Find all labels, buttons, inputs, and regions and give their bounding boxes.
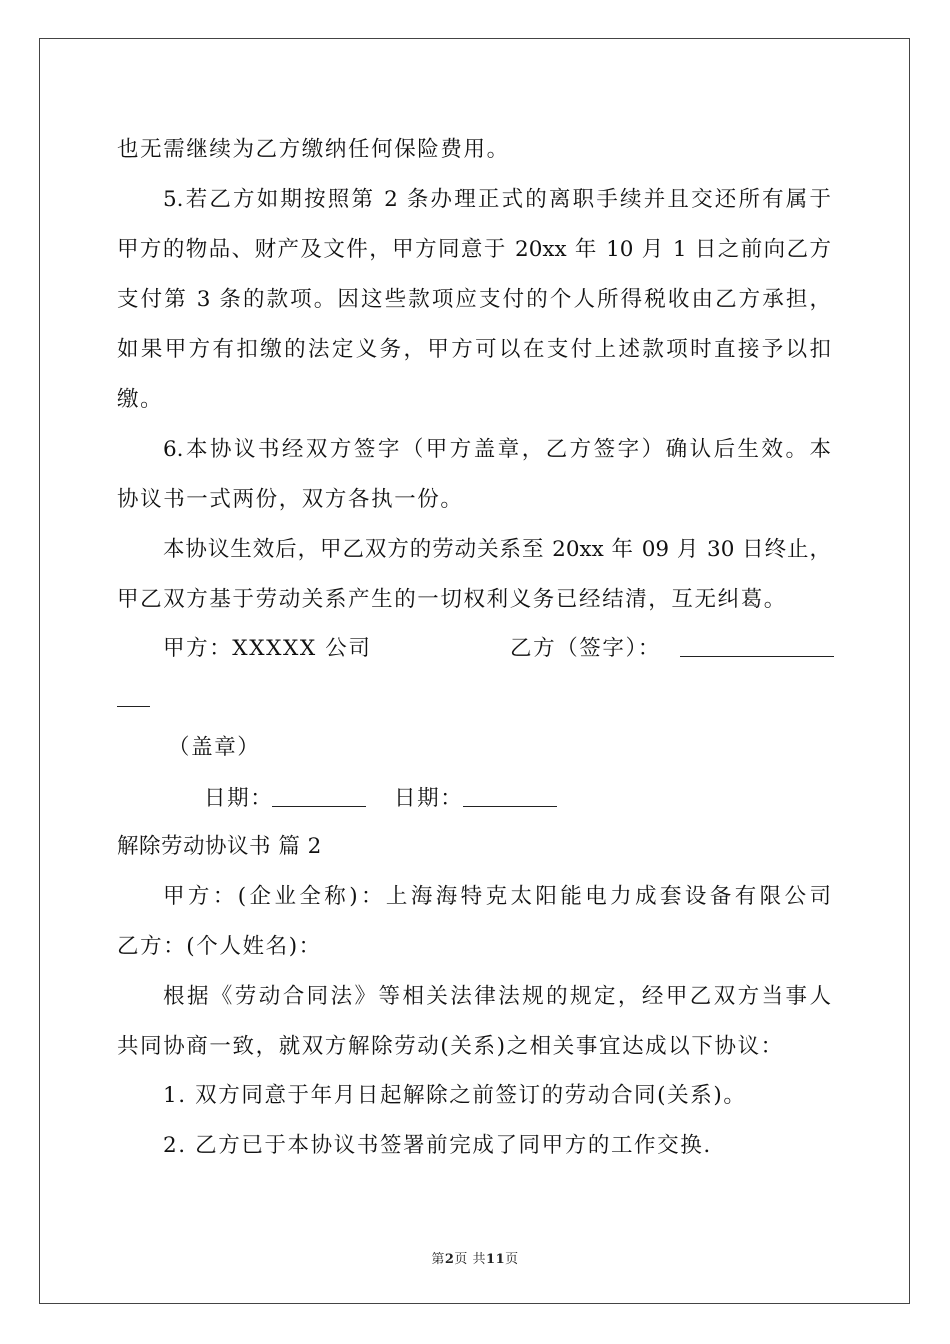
- paragraph-line: 共同协商一致，就双方解除劳动(关系)之相关事宜达成以下协议：: [117, 1034, 784, 1059]
- current-page-number: 2: [444, 1252, 455, 1267]
- paragraph-line: 根据《劳动合同法》等相关法律法规的规定，经甲乙双方当事人: [163, 984, 831, 1009]
- section-heading: 解除劳动协议书 篇 2: [117, 834, 322, 859]
- paragraph-line: 缴。: [117, 387, 164, 412]
- clause-6-line: 6.本协议书经双方签字（甲方盖章，乙方签字）确认后生效。本: [163, 437, 831, 462]
- paragraph-line: 甲乙双方基于劳动关系产生的一切权利义务已经结清，互无纠葛。: [117, 587, 787, 612]
- paragraph-line: 协议书一式两份，双方各执一份。: [117, 487, 464, 512]
- party-b-signature-label: 乙方（签字）：: [510, 636, 661, 661]
- party-a-line: 甲方：(企业全称)：上海海特克太阳能电力成套设备有限公司: [163, 884, 831, 909]
- party-b-signature-blank-continued: [117, 706, 150, 707]
- footer-suffix: 页: [505, 1252, 519, 1267]
- date-a-label: 日期：: [204, 786, 274, 811]
- party-a-signature-label: 甲方：XXXXX 公司: [163, 636, 372, 661]
- paragraph-line: 也无需继续为乙方缴纳任何保险费用。: [117, 137, 510, 162]
- date-a-blank: [272, 806, 366, 807]
- total-pages-number: 11: [486, 1252, 506, 1267]
- seal-label: （盖章）: [168, 735, 261, 760]
- clause-2-line: 2. 乙方已于本协议书签署前完成了同甲方的工作交换.: [163, 1133, 712, 1158]
- paragraph-line: 本协议生效后，甲乙双方的劳动关系至 20xx 年 09 月 30 日终止，: [163, 537, 831, 562]
- clause-1-line: 1. 双方同意于年月日起解除之前签订的劳动合同(关系)。: [163, 1083, 747, 1108]
- paragraph-line: 甲方的物品、财产及文件，甲方同意于 20xx 年 10 月 1 日之前向乙方: [117, 237, 831, 262]
- paragraph-line: 支付第 3 条的款项。因这些款项应支付的个人所得税收由乙方承担，: [117, 287, 831, 312]
- paragraph-line: 如果甲方有扣缴的法定义务，甲方可以在支付上述款项时直接予以扣: [117, 337, 831, 362]
- date-b-label: 日期：: [394, 786, 464, 811]
- date-b-blank: [463, 806, 557, 807]
- footer-prefix: 第: [431, 1252, 445, 1267]
- footer-mid: 页 共: [454, 1252, 487, 1267]
- page-border: [39, 38, 910, 1304]
- party-b-signature-blank: [680, 656, 834, 657]
- party-b-line: 乙方：(个人姓名)：: [117, 934, 322, 959]
- page-footer: [0, 1248, 950, 1267]
- clause-5-line: 5.若乙方如期按照第 2 条办理正式的离职手续并且交还所有属于: [163, 187, 831, 212]
